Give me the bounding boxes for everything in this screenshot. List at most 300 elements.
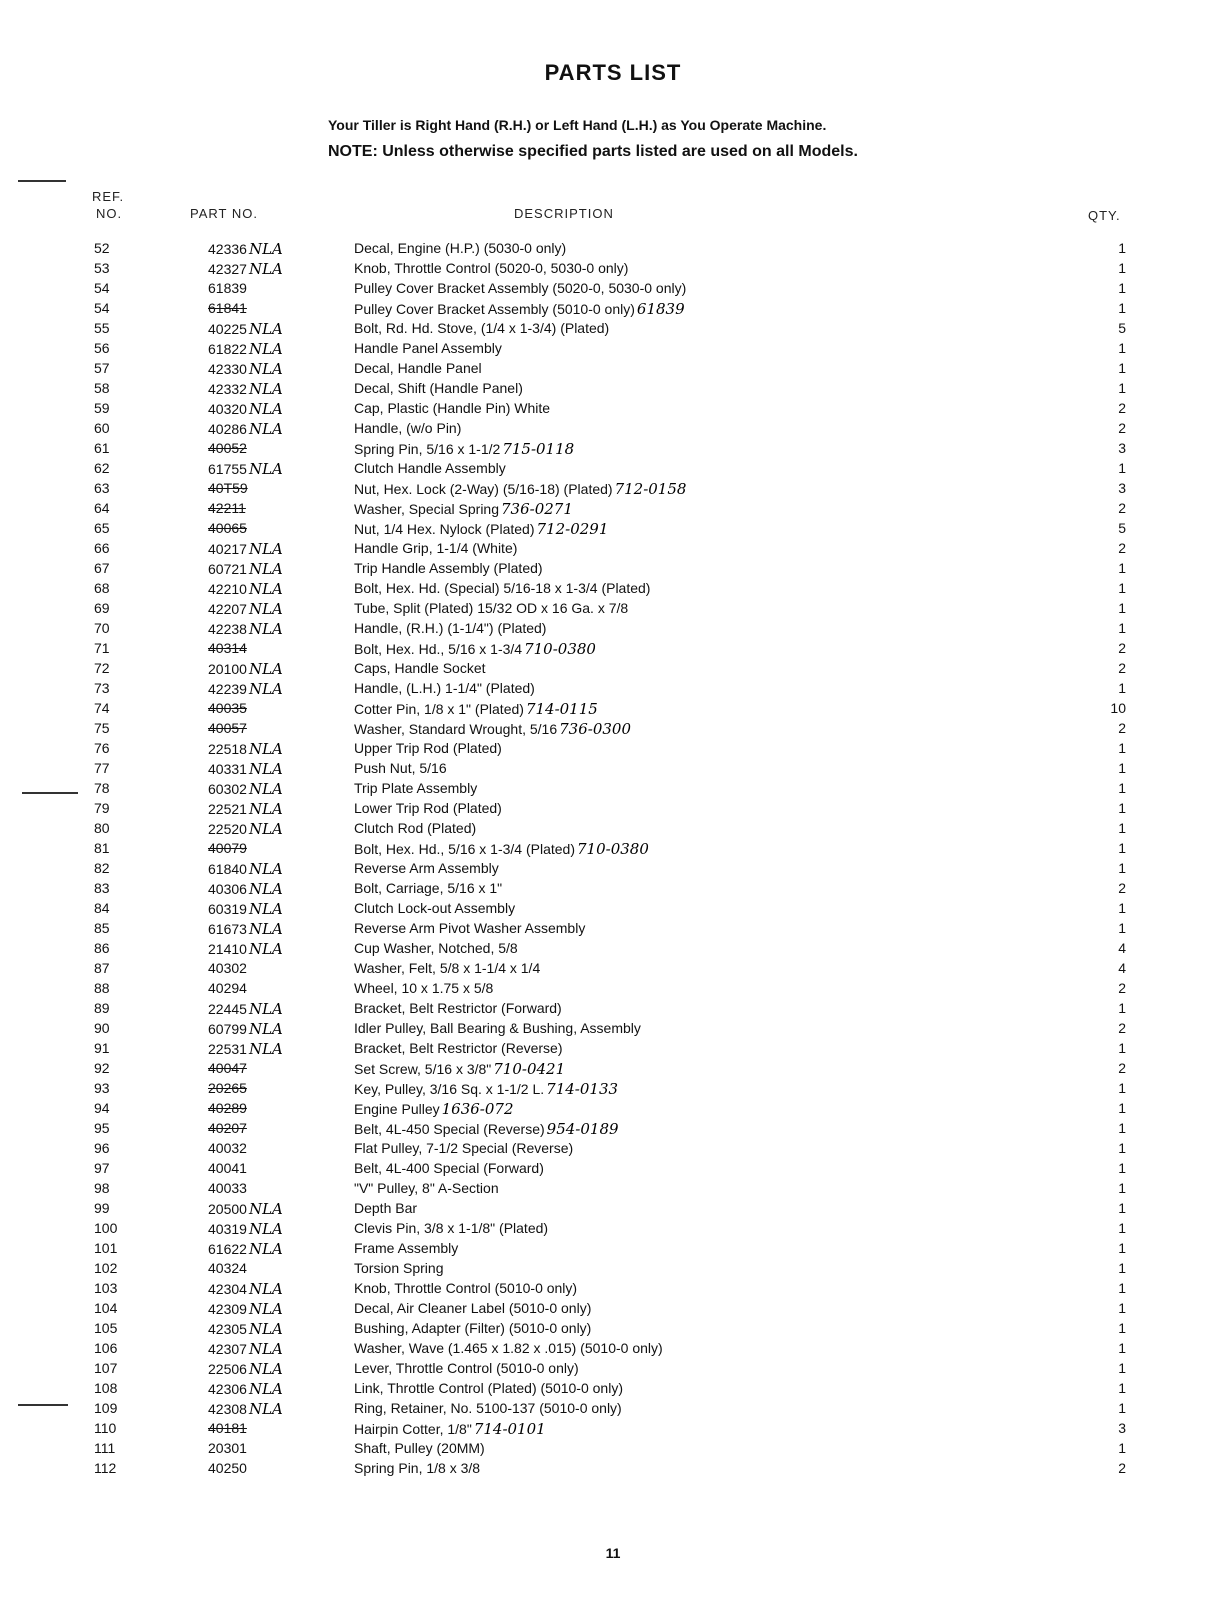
part-number-cell — [208, 1200, 348, 1218]
part-number-cell — [208, 980, 348, 996]
quantity: 4 — [1118, 940, 1126, 956]
description-cell — [354, 580, 1044, 596]
handwritten-nla: NLA — [248, 1300, 283, 1318]
handwritten-nla: NLA — [248, 1340, 283, 1358]
handwritten-nla: NLA — [248, 740, 283, 758]
description: Tube, Split (Plated) 15/32 OD x 16 Ga. x 7/8 — [354, 600, 629, 616]
description-cell — [354, 1340, 1044, 1356]
description-cell — [354, 940, 1044, 956]
ref-number: 81 — [94, 840, 110, 856]
quantity: 1 — [1118, 280, 1126, 296]
quantity: 1 — [1118, 1300, 1126, 1316]
part-number: 40306 — [208, 881, 247, 897]
ref-number: 62 — [94, 460, 110, 476]
description: Wheel, 10 x 1.75 x 5/8 — [354, 980, 494, 996]
description: Handle Grip, 1-1/4 (White) — [354, 540, 518, 556]
part-number-cell — [208, 960, 348, 976]
description-cell — [354, 640, 1044, 658]
part-number-cell — [208, 1060, 348, 1076]
part-number-cell — [208, 1020, 348, 1038]
description-cell — [354, 920, 1044, 936]
description: Torsion Spring — [354, 1260, 444, 1276]
part-number-cell — [208, 440, 348, 456]
ref-number: 54 — [94, 300, 110, 316]
part-number: 20301 — [208, 1440, 247, 1456]
description-cell — [354, 1460, 1044, 1476]
quantity: 3 — [1118, 480, 1126, 496]
part-number-cell — [208, 1220, 348, 1238]
handwritten-nla: NLA — [248, 1040, 283, 1058]
description: Decal, Handle Panel — [354, 360, 482, 376]
ref-number: 111 — [94, 1440, 116, 1456]
quantity: 1 — [1118, 820, 1126, 836]
description: Lever, Throttle Control (5010-0 only) — [354, 1360, 579, 1376]
part-number-cell — [208, 1160, 348, 1176]
table-row — [0, 1380, 1226, 1400]
table-row — [0, 440, 1226, 460]
quantity: 1 — [1118, 1280, 1126, 1296]
table-row — [0, 800, 1226, 820]
part-number: 42239 — [208, 681, 247, 697]
ref-number: 73 — [94, 680, 110, 696]
part-number-cell — [208, 780, 348, 798]
handwritten-replacement-part: 714-0115 — [525, 700, 598, 718]
description: Spring Pin, 1/8 x 3/8 — [354, 1460, 481, 1476]
description-cell — [354, 1360, 1044, 1376]
description: Handle, (L.H.) 1-1/4" (Plated) — [354, 680, 535, 696]
part-number: 40052 — [208, 440, 247, 456]
description-cell — [354, 820, 1044, 836]
description: Washer, Felt, 5/8 x 1-1/4 x 1/4 — [354, 960, 541, 976]
quantity: 1 — [1118, 1040, 1126, 1056]
description-cell — [354, 1260, 1044, 1276]
part-number: 42307 — [208, 1341, 247, 1357]
description-cell — [354, 860, 1044, 876]
quantity: 1 — [1118, 680, 1126, 696]
handwritten-nla: NLA — [248, 1360, 283, 1378]
description-cell — [354, 1280, 1044, 1296]
table-row — [0, 240, 1226, 260]
description-cell — [354, 1100, 1044, 1118]
part-number-cell — [208, 240, 348, 258]
quantity: 2 — [1118, 420, 1126, 436]
description-cell — [354, 1000, 1044, 1016]
table-row — [0, 300, 1226, 320]
description: Push Nut, 5/16 — [354, 760, 447, 776]
quantity: 1 — [1118, 780, 1126, 796]
quantity: 5 — [1118, 520, 1126, 536]
ref-number: 80 — [94, 820, 110, 836]
ref-number: 105 — [94, 1320, 118, 1336]
handwritten-replacement-part: 715-0118 — [502, 440, 575, 458]
description: "V" Pulley, 8" A-Section — [354, 1180, 499, 1196]
part-number: 40319 — [208, 1221, 247, 1237]
description: Frame Assembly — [354, 1240, 459, 1256]
quantity: 1 — [1118, 840, 1126, 856]
part-number: 42304 — [208, 1281, 247, 1297]
description-cell — [354, 1400, 1044, 1416]
part-number-cell — [208, 880, 348, 898]
description-cell — [354, 800, 1044, 816]
handwritten-replacement-part: 714-0101 — [473, 1420, 546, 1438]
ref-number: 84 — [94, 900, 110, 916]
description-cell — [354, 1240, 1044, 1256]
handwritten-nla: NLA — [248, 1320, 283, 1338]
quantity: 1 — [1118, 1320, 1126, 1336]
description-cell — [354, 320, 1044, 336]
table-row — [0, 640, 1226, 660]
table-row — [0, 780, 1226, 800]
description-cell — [354, 1300, 1044, 1316]
description-cell — [354, 1120, 1044, 1138]
description: Key, Pulley, 3/16 Sq. x 1-1/2 L. — [354, 1081, 545, 1097]
ref-number: 82 — [94, 860, 110, 876]
part-number: 40041 — [208, 1160, 247, 1176]
part-number-cell — [208, 460, 348, 478]
table-row — [0, 280, 1226, 300]
ref-number: 109 — [94, 1400, 118, 1416]
part-number-cell — [208, 920, 348, 938]
part-number: 42309 — [208, 1301, 247, 1317]
description-cell — [354, 720, 1044, 738]
ref-number: 88 — [94, 980, 110, 996]
ref-number: 78 — [94, 780, 110, 796]
scan-mark — [22, 792, 78, 794]
ref-number: 77 — [94, 760, 110, 776]
part-number: 40032 — [208, 1140, 247, 1156]
table-row — [0, 720, 1226, 740]
description: Set Screw, 5/16 x 3/8" — [354, 1061, 492, 1077]
part-number: 42210 — [208, 581, 247, 597]
part-number: 40225 — [208, 321, 247, 337]
part-number: 42327 — [208, 261, 247, 277]
part-number: 20265 — [208, 1080, 247, 1096]
description-cell — [354, 1320, 1044, 1336]
part-number-cell — [208, 1260, 348, 1276]
table-row — [0, 320, 1226, 340]
description: Cotter Pin, 1/8 x 1" (Plated) — [354, 701, 524, 717]
quantity: 1 — [1118, 1220, 1126, 1236]
quantity: 1 — [1118, 1260, 1126, 1276]
description-cell — [354, 840, 1044, 858]
ref-number: 91 — [94, 1040, 110, 1056]
part-number-cell — [208, 580, 348, 598]
part-number: 40324 — [208, 1260, 247, 1276]
table-row — [0, 840, 1226, 860]
part-number: 61622 — [208, 1241, 247, 1257]
handwritten-nla: NLA — [248, 320, 283, 338]
ref-number: 92 — [94, 1060, 110, 1076]
quantity: 2 — [1118, 660, 1126, 676]
part-number-cell — [208, 1400, 348, 1418]
description-cell — [354, 1220, 1044, 1236]
part-number: 61755 — [208, 461, 247, 477]
table-row — [0, 620, 1226, 640]
ref-number: 54 — [94, 280, 110, 296]
quantity: 1 — [1118, 1400, 1126, 1416]
description-cell — [354, 1060, 1044, 1078]
handwritten-nla: NLA — [248, 1220, 283, 1238]
quantity: 2 — [1118, 1060, 1126, 1076]
part-number: 40331 — [208, 761, 247, 777]
description: Pulley Cover Bracket Assembly (5020-0, 5030-0 only) — [354, 280, 687, 296]
description-cell — [354, 380, 1044, 396]
quantity: 1 — [1118, 740, 1126, 756]
description-cell — [354, 1080, 1044, 1098]
handwritten-replacement-part: 712-0158 — [614, 480, 687, 498]
part-number: 42238 — [208, 621, 247, 637]
handwritten-nla: NLA — [248, 1000, 283, 1018]
table-row — [0, 260, 1226, 280]
part-number-cell — [208, 660, 348, 678]
quantity: 1 — [1118, 1180, 1126, 1196]
part-number-cell — [208, 680, 348, 698]
part-number-cell — [208, 740, 348, 758]
part-number: 40217 — [208, 541, 247, 557]
part-number: 22506 — [208, 1361, 247, 1377]
description: Clevis Pin, 3/8 x 1-1/8" (Plated) — [354, 1220, 549, 1236]
part-number: 22520 — [208, 821, 247, 837]
ref-number: 108 — [94, 1380, 118, 1396]
part-number: 20500 — [208, 1201, 247, 1217]
description-cell — [354, 420, 1044, 436]
ref-number: 89 — [94, 1000, 110, 1016]
table-row — [0, 1120, 1226, 1140]
handwritten-nla: NLA — [248, 900, 283, 918]
ref-number: 75 — [94, 720, 110, 736]
ref-number: 74 — [94, 700, 110, 716]
description-cell — [354, 240, 1044, 256]
handwritten-replacement-part: 712-0291 — [536, 520, 609, 538]
description-cell — [354, 520, 1044, 538]
handwritten-nla: NLA — [248, 760, 283, 778]
part-number: 42330 — [208, 361, 247, 377]
part-number-cell — [208, 340, 348, 358]
table-row — [0, 680, 1226, 700]
description: Bracket, Belt Restrictor (Forward) — [354, 1000, 562, 1016]
part-number: 40207 — [208, 1120, 247, 1136]
handwritten-replacement-part: 710-0421 — [493, 1060, 566, 1078]
table-row — [0, 900, 1226, 920]
handwritten-nla: NLA — [248, 940, 283, 958]
description: Upper Trip Rod (Plated) — [354, 740, 502, 756]
part-number-cell — [208, 600, 348, 618]
part-number-cell — [208, 1120, 348, 1136]
ref-number: 71 — [94, 640, 110, 656]
quantity: 3 — [1118, 1420, 1126, 1436]
table-row — [0, 740, 1226, 760]
part-number-cell — [208, 1280, 348, 1298]
ref-number: 76 — [94, 740, 110, 756]
ref-number: 103 — [94, 1280, 118, 1296]
part-number-cell — [208, 700, 348, 716]
ref-number: 65 — [94, 520, 110, 536]
description-cell — [354, 500, 1044, 518]
table-row — [0, 820, 1226, 840]
quantity: 1 — [1118, 600, 1126, 616]
description-cell — [354, 1040, 1044, 1056]
ref-number: 79 — [94, 800, 110, 816]
handwritten-nla: NLA — [248, 1400, 283, 1418]
quantity: 1 — [1118, 1380, 1126, 1396]
handwritten-nla: NLA — [248, 260, 283, 278]
table-row — [0, 520, 1226, 540]
handwritten-nla: NLA — [248, 780, 283, 798]
table-row — [0, 1280, 1226, 1300]
description: Bolt, Hex. Hd. (Special) 5/16-18 x 1-3/4 (Plated) — [354, 580, 651, 596]
table-row — [0, 1000, 1226, 1020]
quantity: 1 — [1118, 1100, 1126, 1116]
description: Decal, Shift (Handle Panel) — [354, 380, 523, 396]
quantity: 1 — [1118, 900, 1126, 916]
handwritten-nla: NLA — [248, 1020, 283, 1038]
ref-number: 96 — [94, 1140, 110, 1156]
part-number-cell — [208, 720, 348, 736]
table-row — [0, 1420, 1226, 1440]
quantity: 1 — [1118, 620, 1126, 636]
description-cell — [354, 1180, 1044, 1196]
description: Clutch Lock-out Assembly — [354, 900, 516, 916]
ref-number: 106 — [94, 1340, 118, 1356]
table-row — [0, 420, 1226, 440]
part-number: 40289 — [208, 1100, 247, 1116]
ref-number: 94 — [94, 1100, 110, 1116]
part-number-cell — [208, 300, 348, 316]
part-number-cell — [208, 540, 348, 558]
description: Reverse Arm Assembly — [354, 860, 499, 876]
table-row — [0, 380, 1226, 400]
description-cell — [354, 740, 1044, 756]
description: Bolt, Hex. Hd., 5/16 x 1-3/4 — [354, 641, 523, 657]
table-row — [0, 1360, 1226, 1380]
description-cell — [354, 680, 1044, 696]
part-number: 22518 — [208, 741, 247, 757]
part-number-cell — [208, 260, 348, 278]
quantity: 2 — [1118, 640, 1126, 656]
table-row — [0, 1060, 1226, 1080]
part-number: 60319 — [208, 901, 247, 917]
part-number-cell — [208, 360, 348, 378]
table-row — [0, 860, 1226, 880]
ref-number: 98 — [94, 1180, 110, 1196]
ref-number: 67 — [94, 560, 110, 576]
part-number: 61840 — [208, 861, 247, 877]
description: Pulley Cover Bracket Assembly (5010-0 only) — [354, 301, 635, 317]
description-cell — [354, 1380, 1044, 1396]
description-cell — [354, 540, 1044, 556]
part-number: 40320 — [208, 401, 247, 417]
part-number: 40314 — [208, 640, 247, 656]
part-number: 40250 — [208, 1460, 247, 1476]
part-number-cell — [208, 800, 348, 818]
description-cell — [354, 1140, 1044, 1156]
part-number: 42336 — [208, 241, 247, 257]
handwritten-nla: NLA — [248, 800, 283, 818]
quantity: 1 — [1118, 1140, 1126, 1156]
handwritten-nla: NLA — [248, 460, 283, 478]
description: Engine Pulley — [354, 1101, 440, 1117]
table-row — [0, 1140, 1226, 1160]
ref-number: 59 — [94, 400, 110, 416]
part-number-cell — [208, 1340, 348, 1358]
part-number-cell — [208, 1320, 348, 1338]
ref-number: 101 — [94, 1240, 118, 1256]
ref-number: 87 — [94, 960, 110, 976]
quantity: 1 — [1118, 920, 1126, 936]
part-number-cell — [208, 560, 348, 578]
quantity: 3 — [1118, 440, 1126, 456]
table-row — [0, 1260, 1226, 1280]
description-cell — [354, 260, 1044, 276]
table-row — [0, 340, 1226, 360]
quantity: 1 — [1118, 300, 1126, 316]
description: Caps, Handle Socket — [354, 660, 486, 676]
description-cell — [354, 700, 1044, 718]
header-no: NO. — [96, 206, 123, 221]
part-number: 42211 — [208, 500, 246, 516]
quantity: 1 — [1118, 860, 1126, 876]
table-row — [0, 1320, 1226, 1340]
part-number-cell — [208, 280, 348, 296]
quantity: 1 — [1118, 1120, 1126, 1136]
ref-number: 86 — [94, 940, 110, 956]
description-cell — [354, 660, 1044, 676]
quantity: 1 — [1118, 1340, 1126, 1356]
part-number: 22531 — [208, 1041, 247, 1057]
quantity: 1 — [1118, 1200, 1126, 1216]
part-number: 40T59 — [208, 480, 248, 496]
description-cell — [354, 600, 1044, 616]
table-row — [0, 1220, 1226, 1240]
table-row — [0, 980, 1226, 1000]
quantity: 1 — [1118, 360, 1126, 376]
ref-number: 90 — [94, 1020, 110, 1036]
part-number-cell — [208, 760, 348, 778]
ref-number: 85 — [94, 920, 110, 936]
table-row — [0, 1240, 1226, 1260]
table-row — [0, 960, 1226, 980]
description-cell — [354, 340, 1044, 356]
table-row — [0, 1080, 1226, 1100]
description: Nut, Hex. Lock (2-Way) (5/16-18) (Plated) — [354, 481, 613, 497]
part-number: 20100 — [208, 661, 247, 677]
description: Reverse Arm Pivot Washer Assembly — [354, 920, 586, 936]
handwritten-nla: NLA — [248, 360, 283, 378]
part-number-cell — [208, 1140, 348, 1156]
part-number: 61839 — [208, 280, 247, 296]
quantity: 2 — [1118, 720, 1126, 736]
part-number-cell — [208, 640, 348, 656]
quantity: 2 — [1118, 500, 1126, 516]
handwritten-replacement-part: 736-0271 — [501, 500, 573, 518]
part-number-cell — [208, 1380, 348, 1398]
ref-number: 55 — [94, 320, 110, 336]
header-ref: REF. — [92, 189, 125, 204]
description: Bolt, Rd. Hd. Stove, (1/4 x 1-3/4) (Plated) — [354, 320, 610, 336]
description: Bolt, Hex. Hd., 5/16 x 1-3/4 (Plated) — [354, 841, 575, 857]
table-row — [0, 940, 1226, 960]
quantity: 1 — [1118, 1160, 1126, 1176]
description: Bolt, Carriage, 5/16 x 1" — [354, 880, 503, 896]
handwritten-nla: NLA — [248, 400, 283, 418]
description: Flat Pulley, 7-1/2 Special (Reverse) — [354, 1140, 574, 1156]
description: Handle, (R.H.) (1-1/4") (Plated) — [354, 620, 547, 636]
quantity: 1 — [1118, 580, 1126, 596]
ref-number: 56 — [94, 340, 110, 356]
part-number: 60721 — [208, 561, 247, 577]
ref-number: 60 — [94, 420, 110, 436]
table-row — [0, 360, 1226, 380]
